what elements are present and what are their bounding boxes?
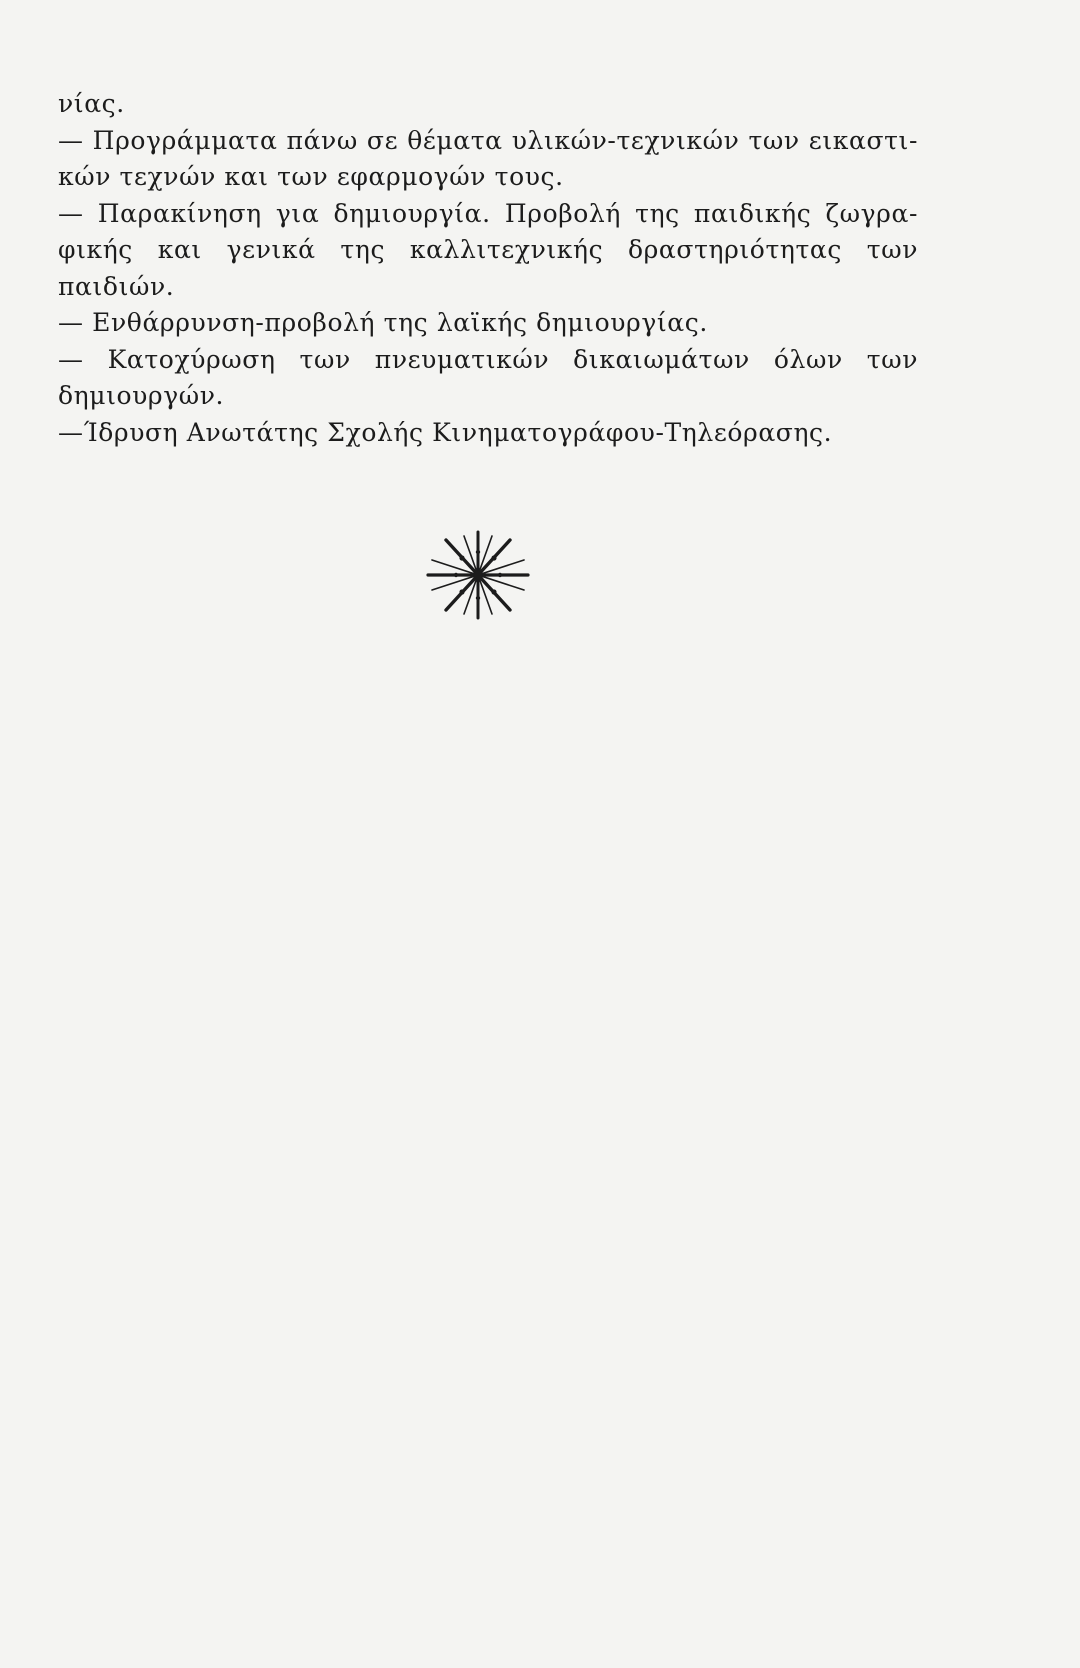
body-text: [58, 86, 918, 451]
text-line-item-encouragement-cont: φικής και γενικά της καλλιτεχνικής δραστηριότητας των: [58, 235, 918, 264]
text-line-item-encouragement: — Παρακίνηση για δημιουργία. Προβολή της παιδικής ζωγρα-: [58, 198, 918, 228]
text-line-item-programs-cont: κών τεχνών και των εφαρμογών τους.: [58, 162, 564, 191]
text-line-continuation: νίας.: [58, 89, 125, 118]
text-line-item-programs: — Προγράμματα πάνω σε θέματα υλικών-τεχνικών των εικαστι-: [58, 125, 918, 155]
text-line-item-film-school: —Ίδρυση Ανωτάτης Σχολής Κινηματογράφου-Τηλεόρασης.: [58, 417, 833, 447]
text-line-item-copyright: — Κατοχύρωση των πνευματικών δικαιωμάτων όλων των: [58, 344, 918, 374]
text-line-item-folk-creation: — Ενθάρρυνση-προβολή της λαϊκής δημιουργίας.: [58, 308, 708, 337]
text-line-item-encouragement-end: παιδιών.: [58, 271, 175, 301]
text-line-item-copyright-end: δημιουργών.: [58, 381, 225, 410]
asterisk-star-ornament-icon: [426, 528, 530, 622]
